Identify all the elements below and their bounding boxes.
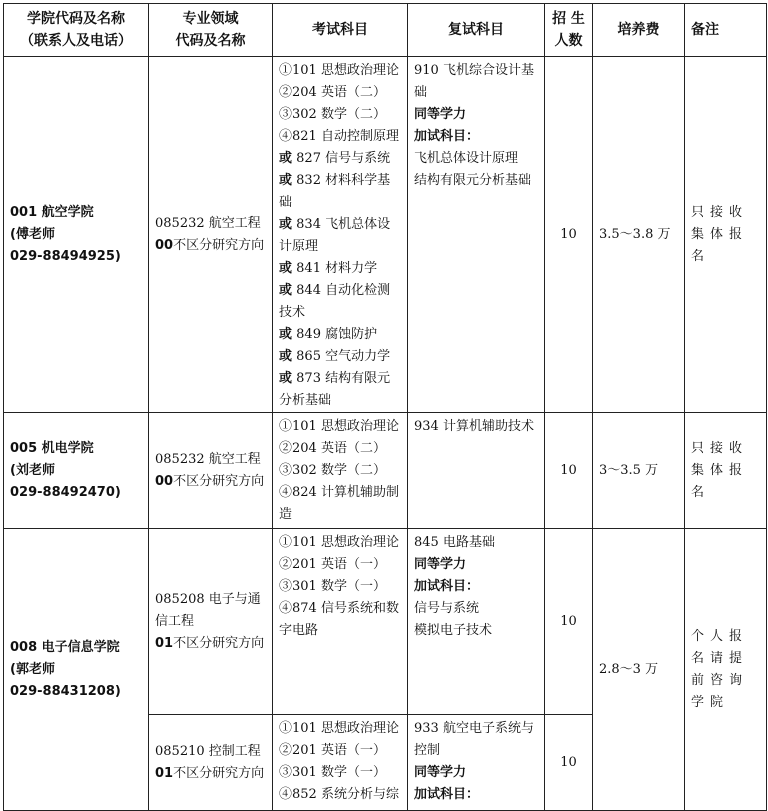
exam-subject: 或 841 材料力学 [279,261,378,276]
exam-subject: ②204 英语（二） [279,85,386,100]
retest-subject: 同等学力 [414,107,467,122]
retest-subject: 933 航空电子系统与控制 [414,721,534,758]
retest-subject: 结构有限元分析基础 [414,173,532,188]
quota-cell: 10 [545,413,593,529]
header-major: 专业领域 代码及名称 [149,4,273,57]
table-row [4,413,767,529]
school-cell: 001 航空学院 (傅老师 029-88494925) [4,57,149,413]
exam-subject: ③301 数学（一） [279,579,386,594]
exam-subject: ④874 信号系统和数字电路 [279,601,399,638]
major-cell: 085208 电子与通信工程 01不区分研究方向 [149,529,273,715]
header-fee: 培养费 [593,4,685,57]
retest-subject: 同等学力 [414,557,467,572]
exam-subject: 或 865 空气动力学 [279,349,391,364]
exam-subjects-cell [273,715,408,811]
header-note: 备注 [685,4,767,57]
fee-cell: 2.8～3 万 [593,529,685,811]
header-school: 学院代码及名称 （联系人及电话） [4,4,149,57]
fee-cell: 3～3.5 万 [593,413,685,529]
exam-subject: 或 832 材料科学基础 [279,173,391,210]
retest-subject: 加试科目： [414,579,480,594]
exam-subject: ②201 英语（一） [279,557,386,572]
note-cell: 个人报名请提前咨询学院 [685,529,767,811]
exam-subject: 或 849 腐蚀防护 [279,327,378,342]
retest-subject: 飞机总体设计原理 [414,151,519,166]
major-cell: 085232 航空工程 00不区分研究方向 [149,413,273,529]
exam-subject: ③302 数学（二） [279,463,386,478]
exam-subject: ③301 数学（一） [279,765,386,780]
major-cell: 085232 航空工程 00不区分研究方向 [149,57,273,413]
retest-subject: 加试科目： [414,787,480,802]
retest-subjects-cell [408,529,545,715]
exam-subject: ①101 思想政治理论 [279,721,399,736]
retest-subject: 加试科目： [414,129,480,144]
exam-subject: ②201 英语（一） [279,743,386,758]
fee-cell: 3.5～3.8 万 [593,57,685,413]
quota-cell: 10 [545,715,593,811]
exam-subject: 或 844 自动化检测技术 [279,283,391,320]
exam-subject: ①101 思想政治理论 [279,419,399,434]
note-cell: 只接收集体报名 [685,57,767,413]
exam-subject: ④821 自动控制原理 [279,129,399,144]
admissions-table [3,3,767,811]
table-row [4,529,767,715]
exam-subject: 或 834 飞机总体设计原理 [279,217,391,254]
school-cell: 005 机电学院 (刘老师 029-88492470) [4,413,149,529]
retest-subjects-cell [408,57,545,413]
header-quota: 招 生 人数 [545,4,593,57]
table-row [4,57,767,413]
note-cell: 只接收集体报名 [685,413,767,529]
quota-cell: 10 [545,529,593,715]
exam-subject: ②204 英语（二） [279,441,386,456]
header-exam: 考试科目 [273,4,408,57]
retest-subject: 845 电路基础 [414,535,495,550]
exam-subjects-cell [273,529,408,715]
exam-subjects-cell [273,413,408,529]
quota-cell: 10 [545,57,593,413]
exam-subject: 或 827 信号与系统 [279,151,391,166]
retest-subject: 信号与系统 [414,601,480,616]
exam-subject: ①101 思想政治理论 [279,535,399,550]
retest-subject: 同等学力 [414,765,467,780]
retest-subject: 模拟电子技术 [414,623,493,638]
exam-subject: ④824 计算机辅助制造 [279,485,399,522]
school-cell: 008 电子信息学院 (郭老师 029-88431208) [4,529,149,811]
retest-subject: 910 飞机综合设计基础 [414,63,534,100]
exam-subject: ①101 思想政治理论 [279,63,399,78]
exam-subjects-cell [273,57,408,413]
retest-subjects-cell [408,715,545,811]
retest-subject: 934 计算机辅助技术 [414,419,534,434]
exam-subject: ③302 数学（二） [279,107,386,122]
exam-subject: 或 873 结构有限元分析基础 [279,371,391,408]
exam-subject: ④852 系统分析与综 [279,787,399,802]
header-retest: 复试科目 [408,4,545,57]
retest-subjects-cell [408,413,545,529]
major-cell: 085210 控制工程 01不区分研究方向 [149,715,273,811]
header-row [4,4,767,57]
